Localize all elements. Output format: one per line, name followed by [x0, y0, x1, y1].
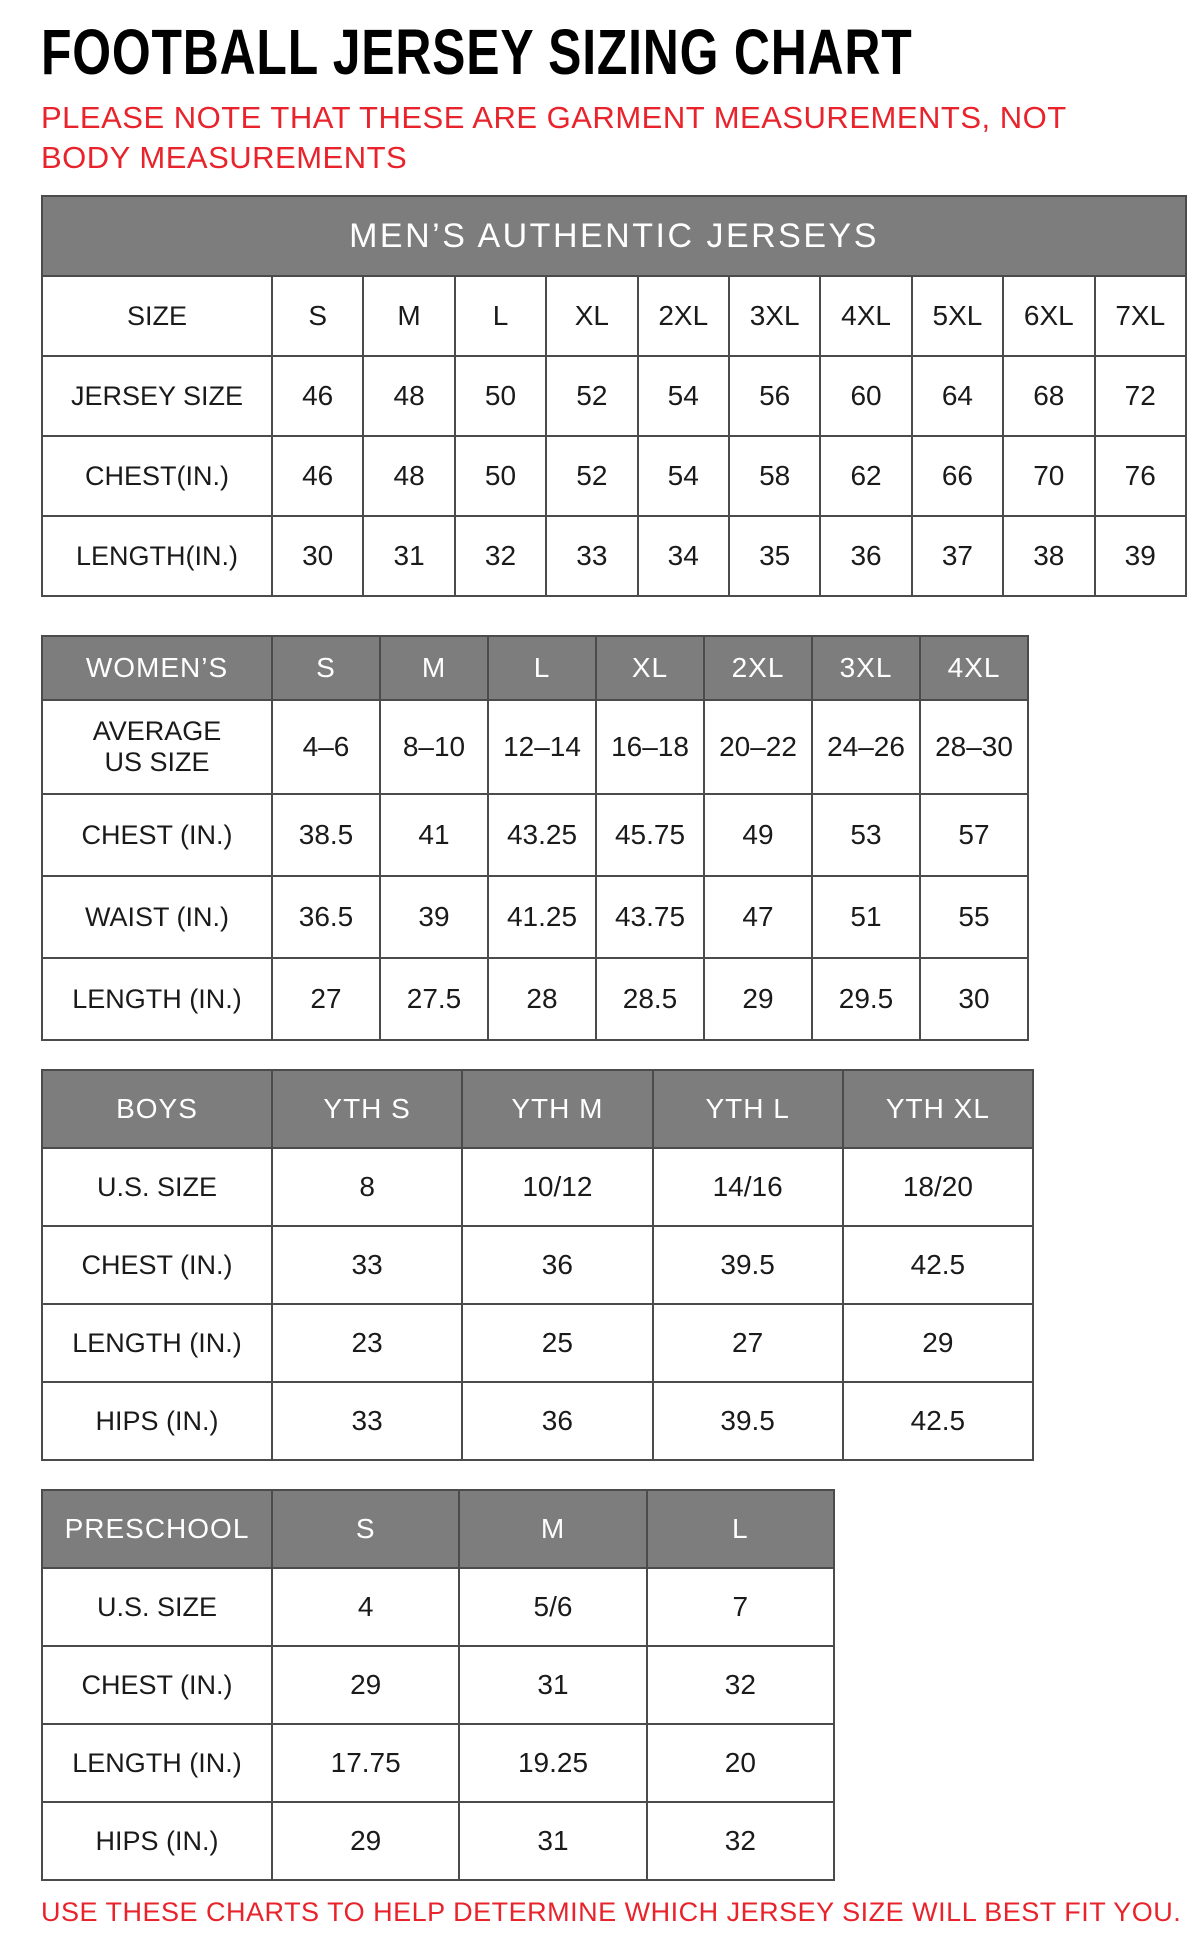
cell: 53	[812, 794, 920, 876]
cell: 46	[272, 436, 363, 516]
cell: 32	[455, 516, 546, 596]
row-label: SIZE	[42, 276, 272, 356]
cell: 36	[462, 1382, 652, 1460]
cell: 4XL	[820, 276, 911, 356]
mens-authentic-jerseys-banner-row	[42, 196, 1186, 276]
row-label: HIPS (IN.)	[42, 1382, 272, 1460]
womens-header-row	[42, 636, 1028, 700]
cell: 68	[1003, 356, 1094, 436]
cell: 4–6	[272, 700, 380, 794]
column-header: S	[272, 636, 380, 700]
womens-title: WOMEN’S	[42, 636, 272, 700]
table-row	[42, 276, 1186, 356]
cell: 43.75	[596, 876, 704, 958]
preschool-title: PRESCHOOL	[42, 1490, 272, 1568]
column-header: XL	[596, 636, 704, 700]
cell: 27.5	[380, 958, 488, 1040]
row-label: AVERAGE US SIZE	[42, 700, 272, 794]
cell: 28.5	[596, 958, 704, 1040]
table-row	[42, 516, 1186, 596]
column-header: S	[272, 1490, 459, 1568]
cell: 5/6	[459, 1568, 646, 1646]
row-label: U.S. SIZE	[42, 1148, 272, 1226]
column-header: YTH M	[462, 1070, 652, 1148]
table-row	[42, 1568, 834, 1646]
cell: M	[363, 276, 454, 356]
cell: 56	[729, 356, 820, 436]
cell: 7XL	[1095, 276, 1186, 356]
row-label: CHEST (IN.)	[42, 794, 272, 876]
cell: 31	[459, 1802, 646, 1880]
cell: 48	[363, 356, 454, 436]
column-header: L	[488, 636, 596, 700]
cell: 36	[462, 1226, 652, 1304]
cell: 70	[1003, 436, 1094, 516]
cell: 38.5	[272, 794, 380, 876]
cell: 30	[272, 516, 363, 596]
cell: 14/16	[653, 1148, 843, 1226]
cell: 50	[455, 436, 546, 516]
cell: 64	[912, 356, 1003, 436]
womens-sizing-table	[41, 635, 1029, 1041]
cell: 35	[729, 516, 820, 596]
cell: S	[272, 276, 363, 356]
cell: 57	[920, 794, 1028, 876]
column-header: YTH XL	[843, 1070, 1033, 1148]
table-row	[42, 1226, 1033, 1304]
cell: 51	[812, 876, 920, 958]
cell: 33	[272, 1226, 462, 1304]
row-label: U.S. SIZE	[42, 1568, 272, 1646]
cell: 32	[647, 1646, 834, 1724]
cell: 3XL	[729, 276, 820, 356]
cell: 39	[1095, 516, 1186, 596]
table-row	[42, 876, 1028, 958]
cell: 29	[272, 1646, 459, 1724]
row-label: LENGTH (IN.)	[42, 1724, 272, 1802]
preschool-sizing-table	[41, 1489, 835, 1881]
cell: 31	[459, 1646, 646, 1724]
table-row	[42, 1382, 1033, 1460]
cell: 4	[272, 1568, 459, 1646]
row-label: CHEST (IN.)	[42, 1226, 272, 1304]
cell: 24–26	[812, 700, 920, 794]
column-header: YTH L	[653, 1070, 843, 1148]
boys-sizing-table	[41, 1069, 1034, 1461]
cell: 37	[912, 516, 1003, 596]
cell: 41.25	[488, 876, 596, 958]
boys-title: BOYS	[42, 1070, 272, 1148]
column-header: 3XL	[812, 636, 920, 700]
cell: 20	[647, 1724, 834, 1802]
table-row	[42, 1802, 834, 1880]
row-label: CHEST (IN.)	[42, 1646, 272, 1724]
cell: 19.25	[459, 1724, 646, 1802]
cell: 2XL	[638, 276, 729, 356]
boys-header-row	[42, 1070, 1033, 1148]
table-row	[42, 1148, 1033, 1226]
cell: 54	[638, 436, 729, 516]
table-row	[42, 356, 1186, 436]
cell: 50	[455, 356, 546, 436]
cell: 39	[380, 876, 488, 958]
cell: 16–18	[596, 700, 704, 794]
cell: 52	[546, 436, 637, 516]
column-header: M	[380, 636, 488, 700]
cell: 28	[488, 958, 596, 1040]
column-header: L	[647, 1490, 834, 1568]
column-header: 2XL	[704, 636, 812, 700]
cell: 8–10	[380, 700, 488, 794]
cell: 27	[653, 1304, 843, 1382]
table-row	[42, 1304, 1033, 1382]
cell: 25	[462, 1304, 652, 1382]
cell: 45.75	[596, 794, 704, 876]
cell: 33	[272, 1382, 462, 1460]
cell: 7	[647, 1568, 834, 1646]
cell: 42.5	[843, 1382, 1033, 1460]
cell: 29	[843, 1304, 1033, 1382]
cell: 34	[638, 516, 729, 596]
cell: 5XL	[912, 276, 1003, 356]
cell: 29.5	[812, 958, 920, 1040]
cell: 39.5	[653, 1226, 843, 1304]
cell: 32	[647, 1802, 834, 1880]
cell: 38	[1003, 516, 1094, 596]
cell: L	[455, 276, 546, 356]
cell: 58	[729, 436, 820, 516]
cell: XL	[546, 276, 637, 356]
cell: 23	[272, 1304, 462, 1382]
cell: 29	[272, 1802, 459, 1880]
table-row	[42, 700, 1028, 794]
table-row	[42, 1646, 834, 1724]
table-row	[42, 958, 1028, 1040]
cell: 55	[920, 876, 1028, 958]
row-label: LENGTH(IN.)	[42, 516, 272, 596]
cell: 10/12	[462, 1148, 652, 1226]
cell: 47	[704, 876, 812, 958]
cell: 20–22	[704, 700, 812, 794]
cell: 72	[1095, 356, 1186, 436]
row-label: WAIST (IN.)	[42, 876, 272, 958]
cell: 48	[363, 436, 454, 516]
cell: 33	[546, 516, 637, 596]
cell: 43.25	[488, 794, 596, 876]
cell: 36	[820, 516, 911, 596]
cell: 31	[363, 516, 454, 596]
mens-authentic-jerseys-banner: MEN’S AUTHENTIC JERSEYS	[42, 196, 1186, 276]
table-row	[42, 794, 1028, 876]
row-label: LENGTH (IN.)	[42, 958, 272, 1040]
garment-measurements-note: PLEASE NOTE THAT THESE ARE GARMENT MEASUREMENTS, NOT BODY MEASUREMENTS	[41, 100, 1067, 175]
cell: 12–14	[488, 700, 596, 794]
cell: 42.5	[843, 1226, 1033, 1304]
cell: 8	[272, 1148, 462, 1226]
cell: 28–30	[920, 700, 1028, 794]
cell: 39.5	[653, 1382, 843, 1460]
cell: 76	[1095, 436, 1186, 516]
cell: 30	[920, 958, 1028, 1040]
table-row	[42, 1724, 834, 1802]
cell: 49	[704, 794, 812, 876]
row-label: HIPS (IN.)	[42, 1802, 272, 1880]
cell: 52	[546, 356, 637, 436]
cell: 29	[704, 958, 812, 1040]
cell: 36.5	[272, 876, 380, 958]
cell: 6XL	[1003, 276, 1094, 356]
row-label: JERSEY SIZE	[42, 356, 272, 436]
cell: 17.75	[272, 1724, 459, 1802]
cell: 60	[820, 356, 911, 436]
page-title: FOOTBALL JERSEY SIZING CHART	[41, 16, 913, 88]
table-row	[42, 436, 1186, 516]
footer-note: USE THESE CHARTS TO HELP DETERMINE WHICH JERSEY SIZE WILL BEST FIT YOU.	[41, 1897, 1182, 1928]
column-header: YTH S	[272, 1070, 462, 1148]
row-label: CHEST(IN.)	[42, 436, 272, 516]
mens-authentic-jerseys-table	[41, 195, 1187, 597]
column-header: 4XL	[920, 636, 1028, 700]
cell: 46	[272, 356, 363, 436]
row-label: LENGTH (IN.)	[42, 1304, 272, 1382]
cell: 62	[820, 436, 911, 516]
preschool-header-row	[42, 1490, 834, 1568]
cell: 41	[380, 794, 488, 876]
cell: 27	[272, 958, 380, 1040]
cell: 54	[638, 356, 729, 436]
column-header: M	[459, 1490, 646, 1568]
cell: 66	[912, 436, 1003, 516]
cell: 18/20	[843, 1148, 1033, 1226]
